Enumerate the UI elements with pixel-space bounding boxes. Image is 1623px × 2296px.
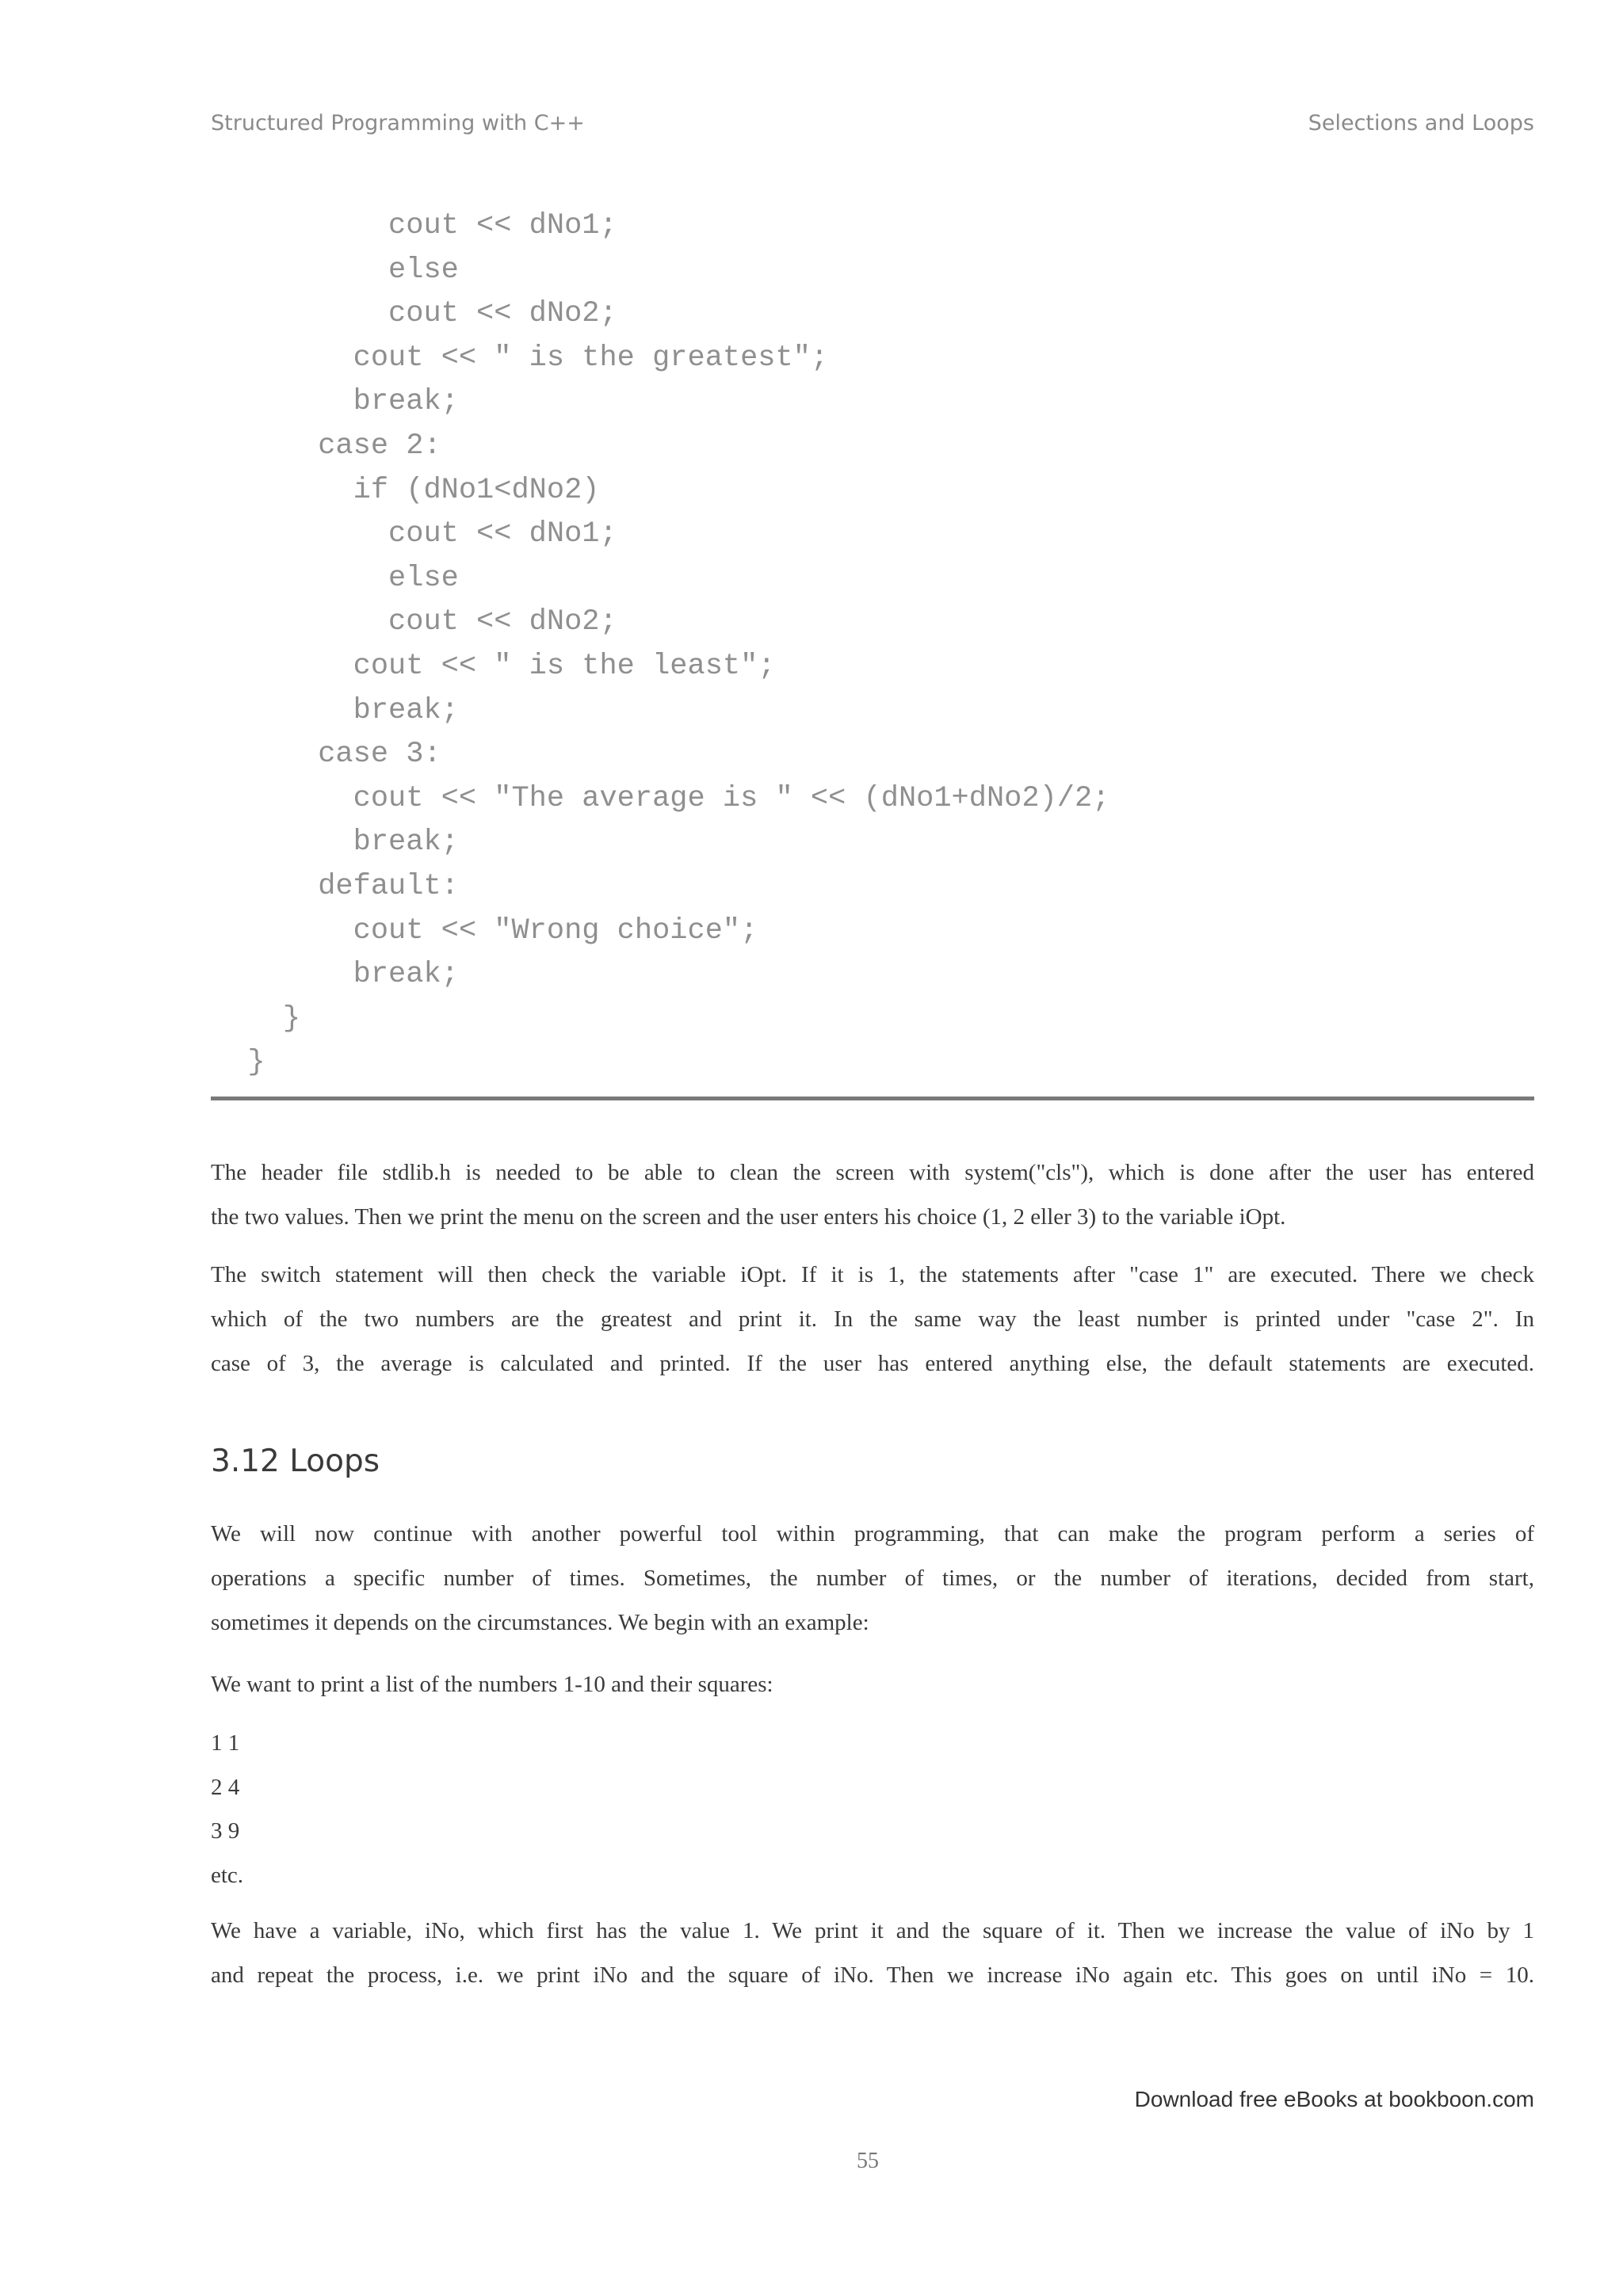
code-line: cout << " is the least"; <box>212 649 776 683</box>
code-line: case 2: <box>212 429 441 463</box>
code-line: break; <box>212 693 459 727</box>
download-link[interactable]: Download free eBooks at bookboon.com <box>1134 2087 1534 2111</box>
squares-list <box>211 1721 243 1897</box>
text-line: The header file stdlib.h is needed to be able to clean the screen with system("cls"), which is done after the user has entered <box>211 1160 1534 1185</box>
page-number: 55 <box>857 2149 879 2173</box>
section-heading: 3.12 Loops <box>211 1444 380 1479</box>
text-line: sometimes it depends on the circumstances. We begin with an example: <box>211 1610 869 1635</box>
text-line: We want to print a list of the numbers 1-10 and their squares: <box>211 1672 773 1697</box>
paragraph-switch <box>211 1253 1534 1386</box>
code-line: break; <box>212 826 459 860</box>
code-line: break; <box>212 385 459 419</box>
text-line: operations a specific number of times. Sometimes, the number of times, or the number of iterations, decided from start, <box>211 1566 1534 1591</box>
code-line: cout << dNo2; <box>212 605 617 639</box>
text-line: The switch statement will then check the variable iOpt. If it is 1, the statements after "case 1" are executed. There we check <box>211 1262 1534 1287</box>
code-line: else <box>212 561 459 595</box>
code-line: default: <box>212 869 459 903</box>
code-line: if (dNo1<dNo2) <box>212 473 600 507</box>
code-line: } <box>212 1001 301 1035</box>
code-divider <box>211 1097 1534 1100</box>
code-line: cout << " is the greatest"; <box>212 341 829 375</box>
running-header-chapter-title: Selections and Loops <box>1308 111 1534 135</box>
running-header-book-title: Structured Programming with C++ <box>211 111 585 135</box>
code-line: cout << dNo2; <box>212 297 617 331</box>
code-line: else <box>212 253 459 287</box>
code-line: cout << dNo1; <box>212 517 617 551</box>
code-line: cout << "Wrong choice"; <box>212 913 758 948</box>
text-line: which of the two numbers are the greatest and print it. In the same way the least number is printed under "case 2". In <box>211 1306 1534 1332</box>
paragraph-loops-intro <box>211 1512 1534 1645</box>
list-item: 2 4 <box>211 1774 240 1800</box>
text-line: and repeat the process, i.e. we print iNo and the square of iNo. Then we increase iNo again etc. This goes on until iNo = 10. <box>211 1962 1534 1988</box>
paragraph-squares <box>211 1662 1534 1707</box>
code-listing <box>212 204 1109 1085</box>
code-line: case 3: <box>212 738 441 772</box>
paragraph-variable <box>211 1909 1534 1997</box>
list-item: 1 1 <box>211 1730 240 1756</box>
text-line: case of 3, the average is calculated and printed. If the user has entered anything else, the default statements are executed. <box>211 1351 1534 1376</box>
code-line: } <box>212 1046 265 1080</box>
code-line: cout << "The average is " << (dNo1+dNo2)/2; <box>212 781 1110 815</box>
paragraph-stdlib <box>211 1150 1534 1239</box>
code-line: break; <box>212 958 459 992</box>
text-line: We have a variable, iNo, which first has the value 1. We print it and the square of it. Then we increase the value of iNo by 1 <box>211 1918 1534 1943</box>
list-item: etc. <box>211 1863 244 1889</box>
text-line: We will now continue with another powerful tool within programming, that can make the program perform a series of <box>211 1521 1534 1547</box>
list-item: 3 9 <box>211 1818 240 1844</box>
code-line: cout << dNo1; <box>212 209 617 242</box>
text-line: the two values. Then we print the menu on the screen and the user enters his choice (1, 2 eller 3) to the variable iOpt. <box>211 1204 1286 1230</box>
